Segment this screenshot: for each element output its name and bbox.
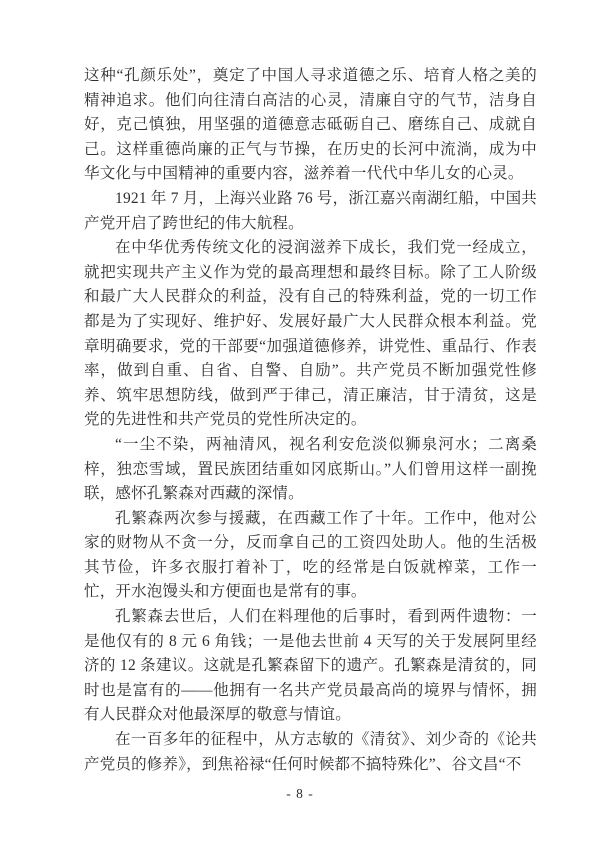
page-number: - 8 - [286, 786, 314, 801]
paragraph-1: 这种“孔颜乐处”，奠定了中国人寻求道德之乐、培育人格之美的精神追求。他们向往清白高洁的心灵，清廉自守的气节，洁身自好，克己慎独，用坚强的道德意志砥砺自己、磨练自己、成就自己。这样重德尚廉的正气与节操，在历史的长河中流淌，成为中华文化与中国精神的重要内容，滋养着一代代中华儿女的心灵。 [84, 67, 537, 183]
paragraph-6: 孔繁森去世后，人们在料理他的后事时，看到两件遗物：一是他仅有的 8 元 6 角钱；一是他去世前 4 天写的关于发展阿里经济的 12 条建议。这就是孔繁森留下的遗产。孔繁森是清贫的，同时也是富有的——他拥有一名共产党员最高尚的境界与情怀，拥有人民群众对他最深厚的敬意与情谊。 [84, 608, 537, 724]
paragraph-5: 孔繁森两次参与援藏，在西藏工作了十年。工作中，他对公家的财物从不贪一分，反而拿自己的工资四处助人。他的生活极其节俭，许多衣服打着补丁，吃的经常是白饭就榨菜，工作一忙，开水泡馒头和方便面也是常有的事。 [84, 509, 537, 601]
paragraph-2: 1921 年 7 月，上海兴业路 76 号，浙江嘉兴南湖红船，中国共产党开启了跨世纪的伟大航程。 [84, 189, 537, 232]
paragraph-4: “一尘不染，两袖清风，视名利安危淡似狮泉河水；二离桑梓，独恋雪域，置民族团结重如冈底斯山。”人们曾用这样一副挽联，感怀孔繁森对西藏的深情。 [84, 435, 537, 503]
paragraph-7: 在一百多年的征程中，从方志敏的《清贫》、刘少奇的《论共产党员的修养》，到焦裕禄“任何时候都不搞特殊化”、谷文昌“不 [84, 731, 537, 773]
page-body-text [84, 64, 537, 777]
paragraph-3: 在中华优秀传统文化的浸润滋养下成长，我们党一经成立，就把实现共产主义作为党的最高理想和最终目标。除了工人阶级和最广大人民群众的利益，没有自己的特殊利益，党的一切工作都是为了实现好、维护好、发展好最广大人民群众根本利益。党章明确要求，党的干部要“加强道德修养，讲党性、重品行、作表率，做到自重、自省、自警、自励”。共产党员不断加强党性修养、筑牢思想防线，做到严于律己，清正廉洁，甘于清贫，这是党的先进性和共产党员的党性所决定的。 [84, 239, 537, 429]
